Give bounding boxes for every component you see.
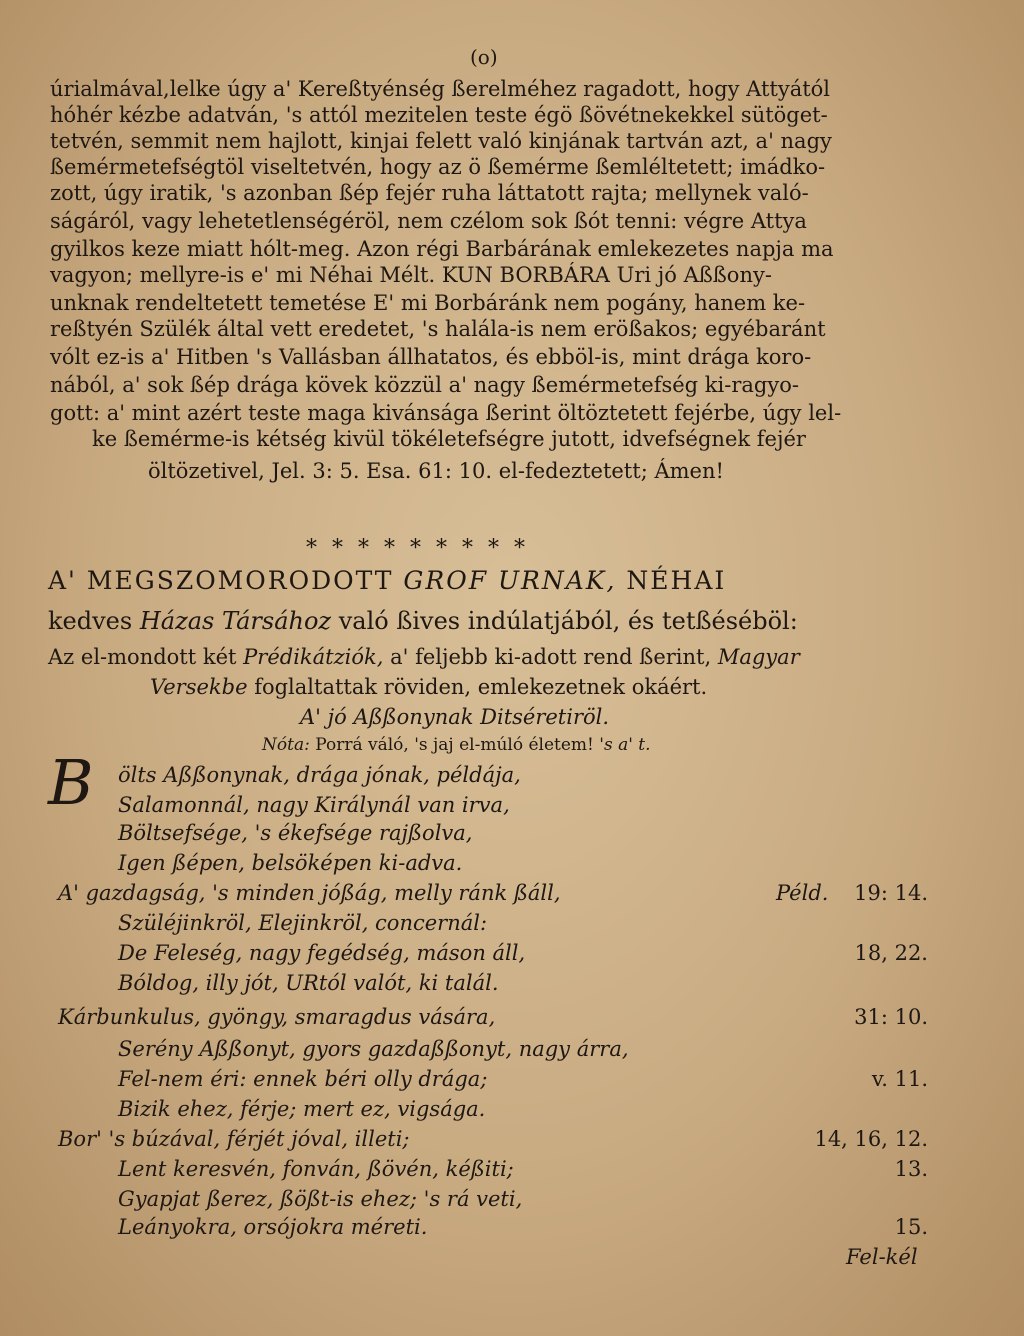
verse-line: A' gazdagság, 's minden jóßág, melly ránk ßáll, — [58, 881, 561, 905]
verse-line: Igen ßépen, belsöképen ki-adva. — [118, 851, 463, 875]
verse-line: De Feleség, nagy fegédség, máson áll, — [118, 941, 526, 965]
verse-ref: 19: 14. — [854, 881, 928, 905]
prose-line: gott: a' mint azért teste maga kivánsága ßerint öltöztetett fejérbe, úgy lel- — [50, 401, 842, 425]
heading-text-italic: Magyar — [717, 645, 800, 669]
heading-count: GROF URNAK, — [403, 566, 617, 595]
verse-line: Bor' 's búzával, férjét jóval, illeti; — [58, 1127, 410, 1151]
drop-cap: B — [48, 746, 94, 819]
verse-ref: 13. — [894, 1157, 928, 1181]
prose-line: nából, a' sok ßép drága kövek közzül a' nagy ßemérmetefség ki-ragyo- — [50, 373, 799, 397]
verse-line: Bizik ehez, férje; mert ez, vigsága. — [118, 1097, 486, 1121]
prose-line: hóhér kézbe adatván, 's attól mezitelen teste égö ßövétnekekkel sütöget- — [50, 103, 828, 127]
prose-line: ságáról, vagy lehetetlenségéröl, nem czélom sok ßót tenni: végre Attya — [50, 209, 807, 233]
verse-ref: 31: 10. — [854, 1005, 928, 1029]
heading-text: Az el-mondott két — [48, 645, 237, 669]
heading-line-2 — [48, 608, 798, 634]
heading-nehai: NÉHAI — [626, 566, 727, 595]
heading-text: kedves — [48, 607, 133, 635]
verse-line: Bóldog, illy jót, URtól valót, ki talál. — [118, 971, 499, 995]
verse-ref-label: Péld. — [776, 881, 829, 905]
verse-line: Salamonnál, nagy Királynál van irva, — [118, 793, 510, 817]
prose-line: zott, úgy iratik, 's azonban ßép fejér ruha láttatott rajta; mellynek való- — [50, 181, 809, 205]
nota-text: Porrá váló, 's jaj el-múló életem! — [315, 735, 594, 755]
heading-text-italic: Versekbe — [150, 675, 248, 699]
verse-line: Lent keresvén, fonván, ßövén, kéßiti; — [118, 1157, 514, 1181]
verse-ref: v. 11. — [871, 1067, 928, 1091]
verse-line: Böltsefsége, 's ékefsége rajßolva, — [118, 821, 473, 845]
heading-text-italic: Házas Társához — [139, 607, 332, 635]
verse-line: Gyapjat ßerez, ßößt-is ehez; 's rá veti, — [118, 1187, 523, 1211]
nota-line — [262, 732, 651, 758]
prose-line: ke ßemérme-is kétség kivül tökéletefségre jutott, idvefségnek fejér — [92, 427, 806, 451]
heading-text: foglaltattak röviden, emlekezetnek okáért. — [254, 675, 708, 699]
heading-title: A' MEGSZOMORODOTT — [48, 566, 394, 595]
heading-line-3 — [48, 644, 800, 670]
prose-line: unknak rendeltetett temetése E' mi Borbáránk nem pogány, hanem ke- — [50, 291, 806, 315]
verse-line: Szüléjinkröl, Elejinkröl, concernál: — [118, 911, 488, 935]
prose-line: vólt ez-is a' Hitben 's Vallásban állhatatos, és ebböl-is, mint drága koro- — [50, 345, 812, 369]
heading-text: való ßives indúlatjából, és tetßéséböl: — [338, 607, 798, 635]
prose-line: reßtyén Szülék által vett eredetet, 's halála-is nem erößakos; egyébaránt — [50, 317, 826, 341]
prose-line: úrialmával,lelke úgy a' Kereßtyénség ßerelméhez ragadott, hogy Attyától — [50, 77, 831, 101]
verse-line: Kárbunkulus, gyöngy, smaragdus vására, — [58, 1005, 496, 1029]
prose-line: öltözetivel, Jel. 3: 5. Esa. 61: 10. el-fedeztetett; Ámen! — [148, 459, 724, 483]
verse-line: Leányokra, orsójokra méreti. — [118, 1215, 428, 1239]
verse-line: Fel-nem éri: ennek béri olly drága; — [118, 1067, 488, 1091]
page-header: (o) — [470, 45, 498, 69]
prose-line: vagyon; mellyre-is e' mi Néhai Mélt. KUN BORBÁRA Uri jó Aßßony- — [50, 263, 772, 287]
verse-line: ölts Aßßonynak, drága jónak, példája, — [118, 763, 521, 787]
verse-line: Serény Aßßonyt, gyors gazdaßßonyt, nagy árra, — [118, 1037, 629, 1061]
catchword: Fel-kél — [846, 1245, 918, 1269]
nota-end: 's a' t. — [599, 735, 651, 755]
section-stars: * * * * * * * * * — [306, 536, 529, 561]
prose-line: ßemérmetefségtöl viseltetvén, hogy az ö ßemérme ßemléltetett; imádko- — [50, 155, 826, 179]
poem-subtitle: A' jó Aßßonynak Ditséretiröl. — [300, 705, 610, 729]
verse-ref: 14, 16, 12. — [814, 1127, 928, 1151]
heading-text-italic: Prédikátziók, — [243, 645, 384, 669]
heading-line-1 — [48, 568, 726, 594]
nota-label: Nóta: — [262, 735, 310, 755]
prose-line: tetvén, semmit nem hajlott, kinjai felett való kinjának tartván azt, a' nagy — [50, 129, 832, 153]
verse-ref: 18, 22. — [854, 941, 928, 965]
heading-text: a' feljebb ki-adott rend ßerint, — [390, 645, 712, 669]
heading-line-4 — [150, 674, 707, 700]
prose-line: gyilkos keze miatt hólt-meg. Azon régi Barbárának emlekezetes napja ma — [50, 237, 834, 261]
verse-ref: 15. — [894, 1215, 928, 1239]
